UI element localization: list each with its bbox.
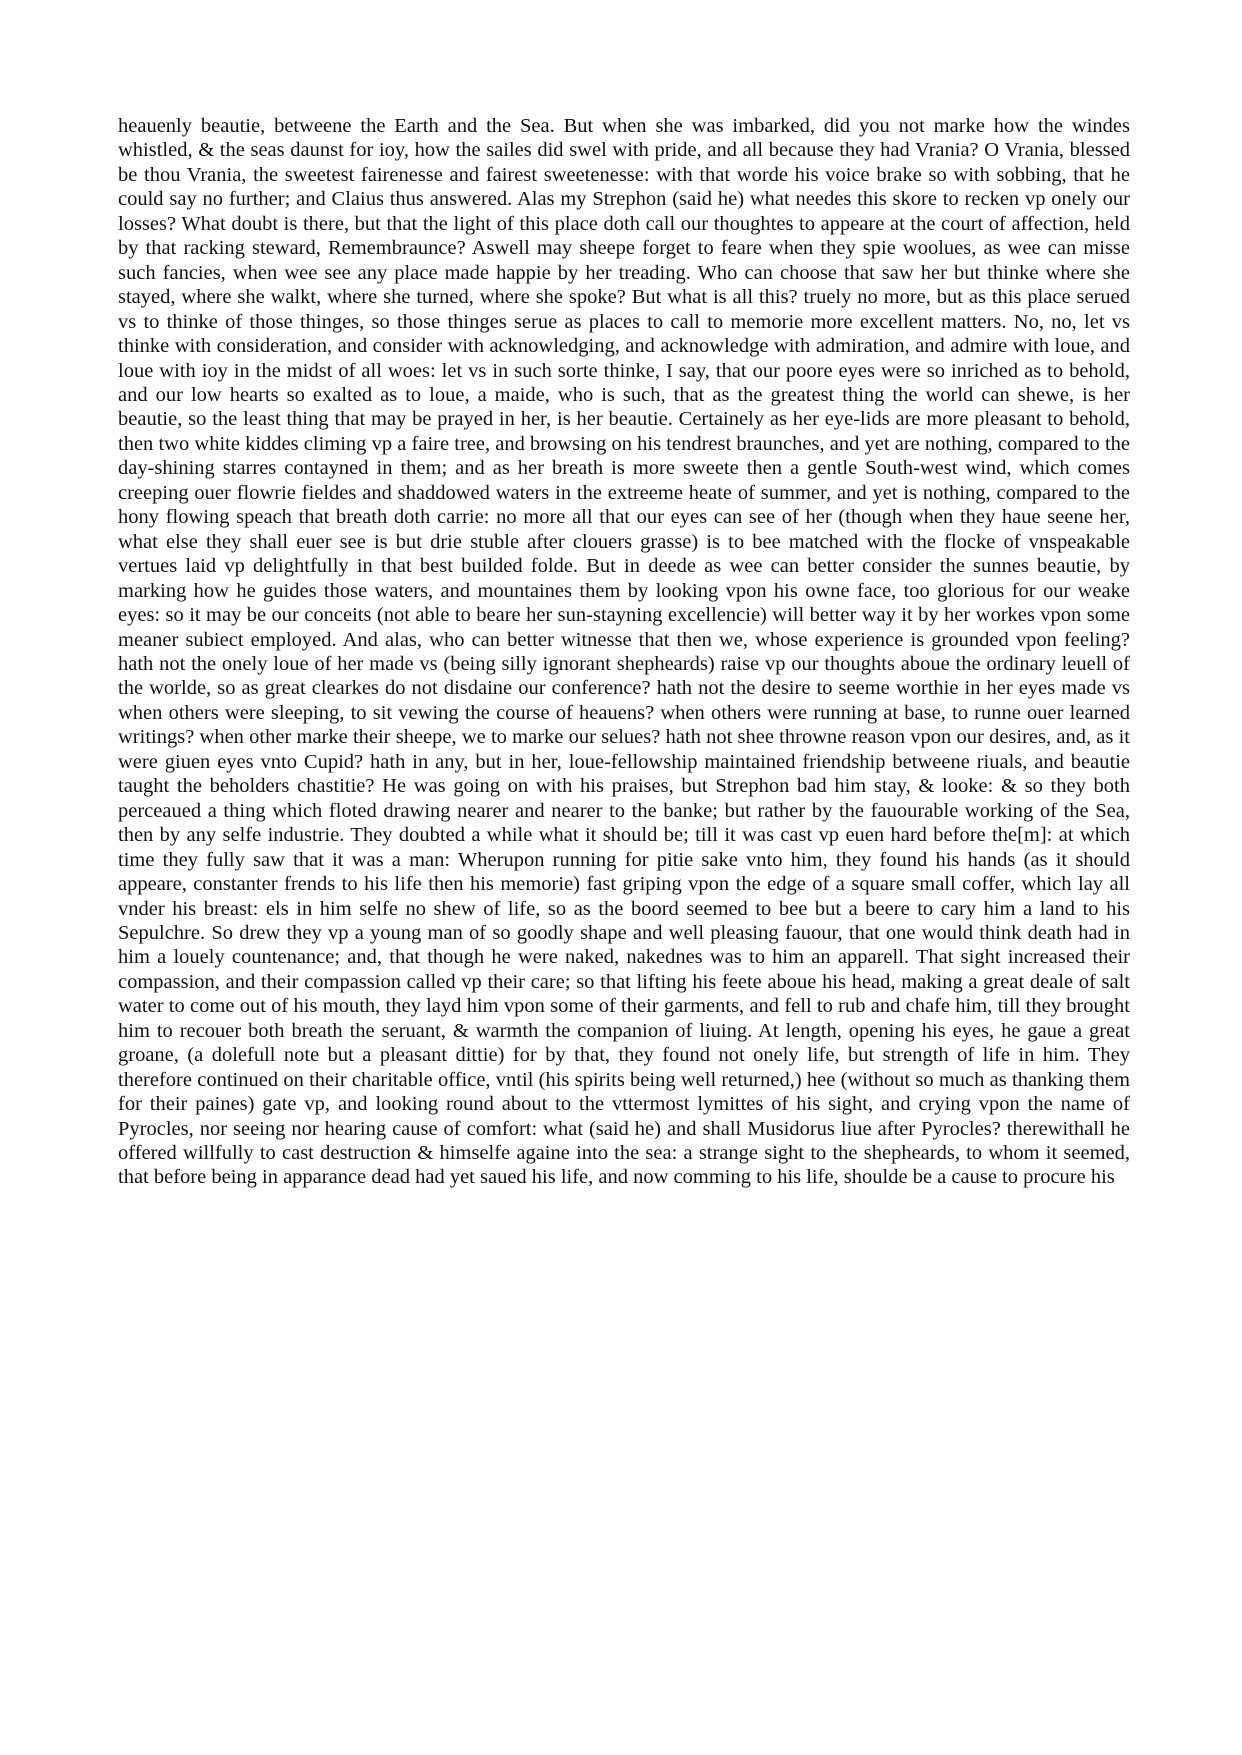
body-paragraph: heauenly beautie, betweene the Earth and the Sea. But when she was imbarked, did you not marke how the windes whistled, & the seas daunst for ioy, how the sailes did swel with pride, and all because they had Vrania? O Vrania, blessed be thou Vrania, the sweetest fairenesse and fairest sweetenesse: with that worde his voice brake so with sobbing, that he could say no further; and Claius thus answered. Alas my Strephon (said he) what needes this skore to recken vp onely our losses? What doubt is there, but that the light of this place doth call our thoughtes to appeare at the court of affection, held by that racking steward, Remembraunce? Aswell may sheepe forget to feare when they spie woolues, as wee can misse such fancies, when wee see any place made happie by her treading. Who can choose that saw her but thinke where she stayed, where she walkt, where she turned, where she spoke? But what is all this? truely no more, but as this place serued vs to thinke of those thinges, so those thinges serue as places to call to memorie more excellent matters. No, no, let vs thinke with consideration, and consider with acknowledging, and acknowledge with admiration, and admire with loue, and loue with ioy in the midst of all woes: let vs in such sorte thinke, I say, that our poore eyes were so inriched as to behold, and our low hearts so exalted as to loue, a maide, who is such, that as the greatest thing the world can shewe, is her beautie, so the least thing that may be prayed in her, is her beautie. Certainely as her eye-lids are more pleasant to behold, then two white kiddes climing vp a faire tree, and browsing on his tendrest braunches, and yet are nothing, compared to the day-shining starres contayned in them; and as her breath is more sweete then a gentle South-west wind, which comes creeping ouer flowrie fieldes and shaddowed waters in the extreeme heate of summer, and yet is nothing, compared to the hony flowing speach that breath doth carrie: no more all that our eyes can see of her (though when they haue seene her, what else they shall euer see is but drie stuble after clouers grasse) is to bee matched with the flocke of vnspeakable vertues laid vp delightfully in that best builded folde. But in deede as wee can better consider the sunnes beautie, by marking how he guides those waters, and mountaines them by looking vpon his owne face, too glorious for our weake eyes: so it may be our conceits (not able to beare her sun-stayning excellencie) will better way it by her workes vpon some meaner subiect employed. And alas, who can better witnesse that then we, whose experience is grounded vpon feeling? hath not the onely loue of her made vs (being silly ignorant shepheards) raise vp our thoughts aboue the ordinary leuell of the worlde, so as great clearkes do not disdaine our conference? hath not the desire to seeme worthie in her eyes made vs when others were sleeping, to sit vewing the course of heauens? when others were running at base, to runne ouer learned writings? when other marke their sheepe, we to marke our selues? hath not shee throwne reason vpon our desires, and, as it were giuen eyes vnto Cupid? hath in any, but in her, loue-fellowship maintained friendship betweene riuals, and beautie taught the beholders chastitie? He was going on with his praises, but Strephon bad him stay, & looke: & so they both perceaued a thing which floted drawing nearer and nearer to the banke; but rather by the fauourable working of the Sea, then by any selfe industrie. They doubted a while what it should be; till it was cast vp euen hard before the[m]: at which time they fully saw that it was a man: Wherupon running for pitie sake vnto him, they found his hands (as it should appeare, constanter frends to his life then his memorie) fast griping vpon the edge of a square small coffer, which lay all vnder his breast: els in him selfe no shew of life, so as the boord seemed to bee but a beere to cary him a land to his Sepulchre. So drew they vp a young man of so goodly shape and well pleasing fauour, that one would think death had in him a louely countenance; and, that though he were naked, nakednes was to him an apparell. That sight increased their compassion, and their compassion called vp their care; so that lifting his feete aboue his head, making a great deale of salt water to come out of his mouth, they layd him vpon some of their garments, and fell to rub and chafe him, till they brought him to recouer both breath the seruant, & warmth the companion of liuing. At length, opening his eyes, he gaue a great groane, (a dolefull note but a pleasant dittie) for by that, they found not onely life, but strength of life in him. They therefore continued on their charitable office, vntil (his spirits being well returned,) hee (without so much as thanking them for their paines) gate vp, and looking round about to the vttermost lymittes of his sight, and crying vpon the name of Pyrocles, nor seeing nor hearing cause of comfort: what (said he) and shall Musidorus liue after Pyrocles? therewithall he offered willfully to cast destruction & himselfe againe into the sea: a strange sight to the shepheards, to whom it seemed, that before being in apparance dead had yet saued his life, and now comming to his life, shoulde be a cause to procure his [118,115,1130,1189]
body-text-block [118,114,1130,1190]
